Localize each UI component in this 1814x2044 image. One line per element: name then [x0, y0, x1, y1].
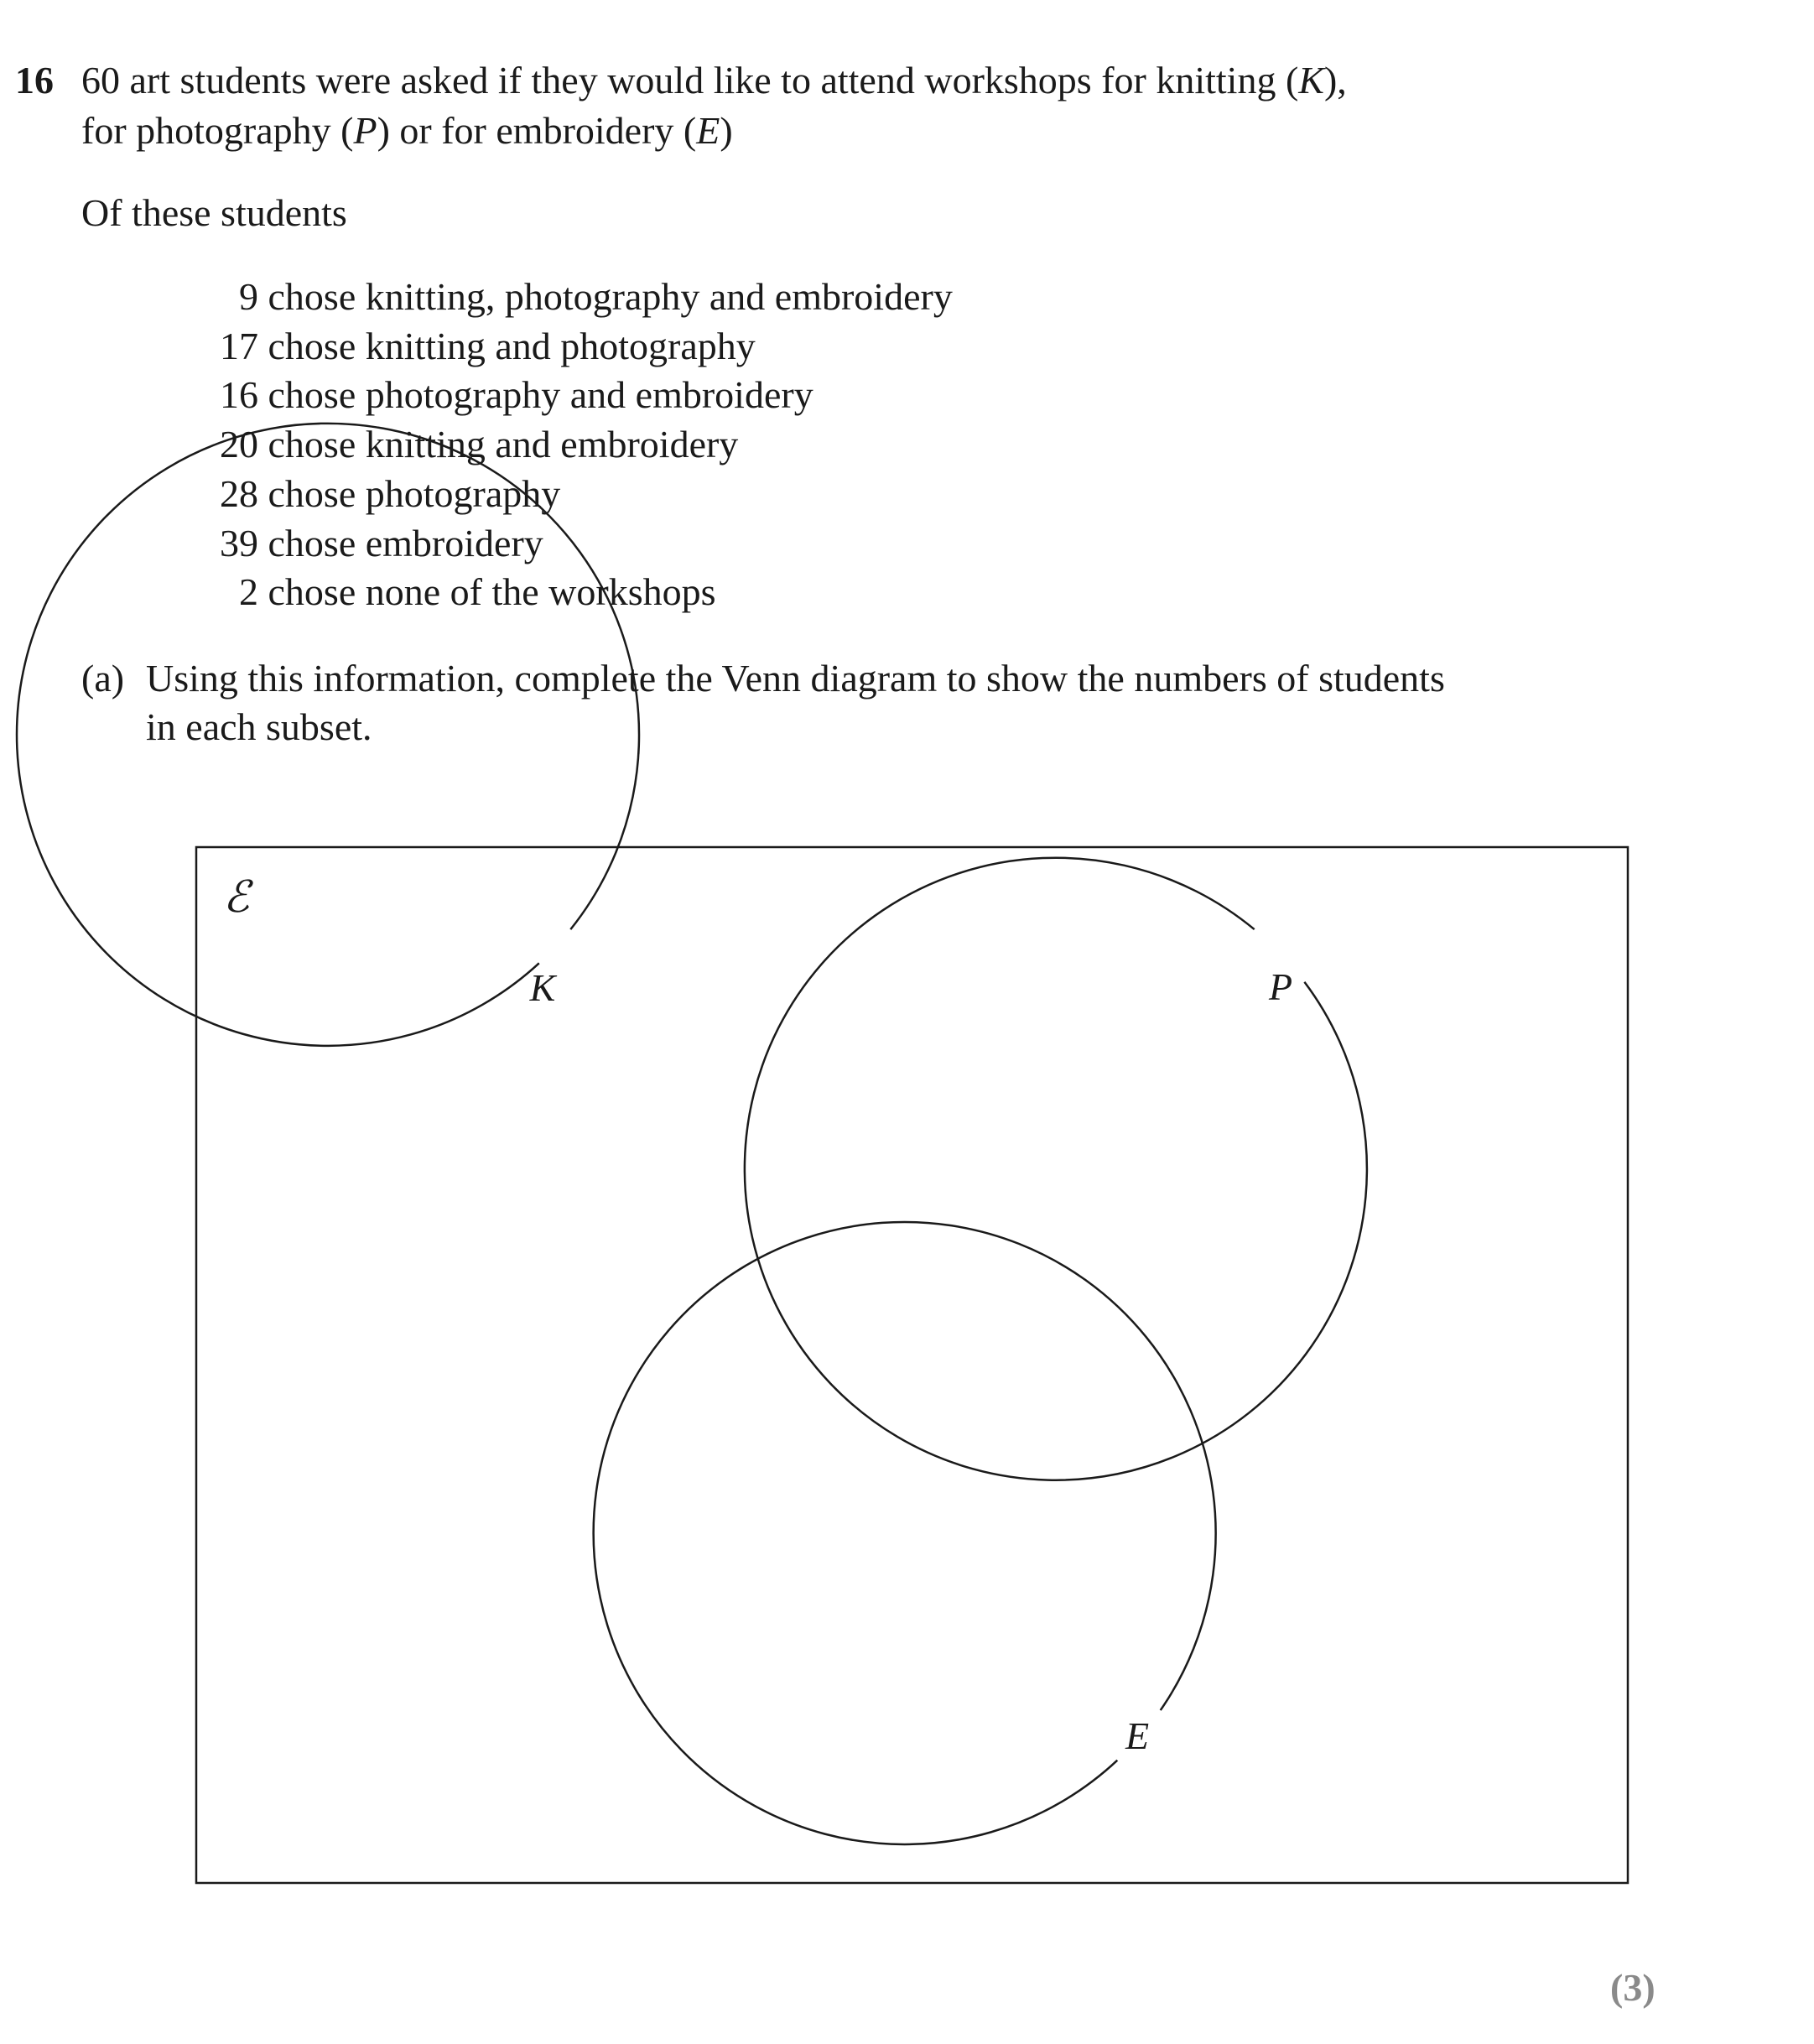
fact-number: 17	[220, 324, 258, 367]
question-number: 16	[15, 59, 54, 101]
fact-text: chose photography	[268, 471, 561, 515]
marks-indicator: (3)	[1610, 1966, 1655, 2009]
fact-text: chose none of the workshops	[268, 570, 716, 614]
universal-set-symbol: ℰ	[223, 874, 250, 922]
fact-number: 39	[220, 521, 258, 564]
fact-number: 16	[220, 373, 258, 417]
fact-number: 2	[239, 570, 258, 614]
fact-number: 28	[220, 471, 258, 515]
fact-text: chose knitting and photography	[268, 324, 756, 367]
question-line-2: for photography (P) or for embroidery (E)	[81, 109, 733, 152]
fact-text: chose knitting, photography and embroidery	[268, 275, 953, 318]
fact-number: 9	[239, 275, 258, 318]
fact-text: chose photography and embroidery	[268, 373, 813, 417]
label-p: P	[1268, 965, 1293, 1008]
fact-number: 20	[220, 423, 258, 466]
fact-text: chose knitting and embroidery	[268, 423, 739, 466]
fact-text: chose embroidery	[268, 521, 543, 564]
part-a-label: (a)	[81, 657, 125, 700]
universal-set-box[interactable]	[196, 847, 1628, 1883]
part-a-line-1: Using this information, complete the Venn diagram to show the numbers of students	[146, 657, 1445, 700]
label-k: K	[529, 966, 556, 1009]
label-e: E	[1125, 1714, 1150, 1757]
part-a-line-2: in each subset.	[146, 705, 372, 748]
question-line-1: 60 art students were asked if they would like to attend workshops for knitting (K),	[81, 59, 1347, 101]
intro-text: Of these students	[81, 191, 347, 234]
